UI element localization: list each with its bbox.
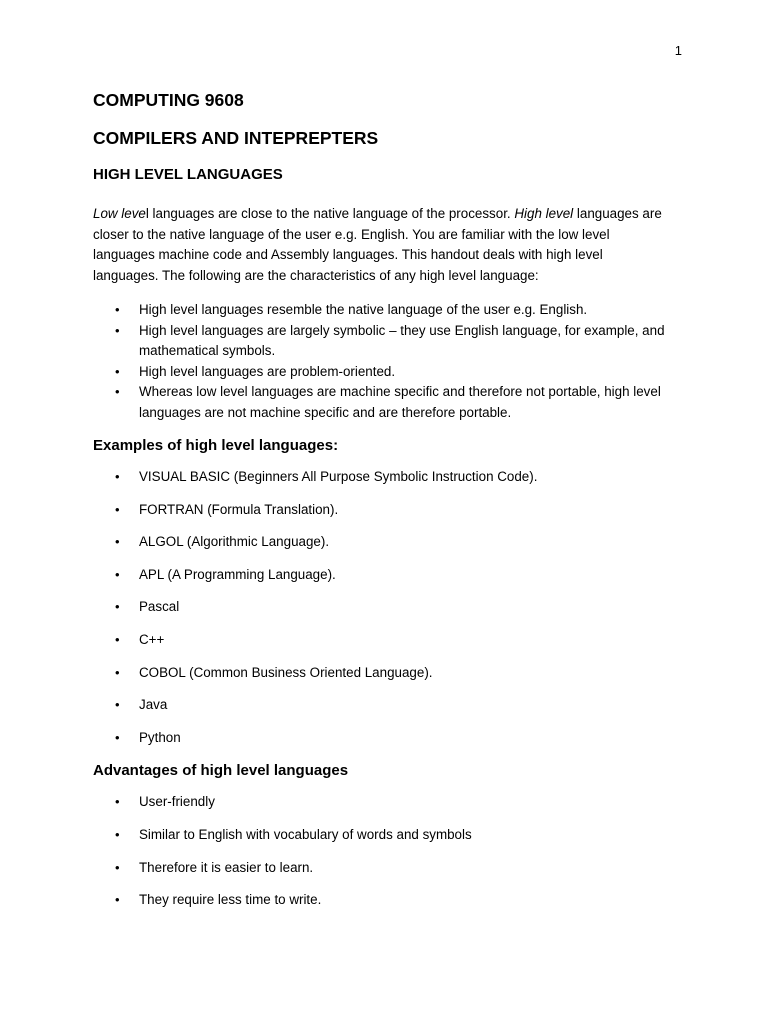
bullet-icon: • [115, 826, 120, 842]
list-item-text: Whereas low level languages are machine specific and therefore not portable, high level languages are not machine specific and are therefore portable. [139, 384, 661, 420]
list-item [93, 695, 673, 715]
list-item-text: Pascal [139, 599, 180, 615]
bullet-icon: • [115, 892, 120, 908]
low-level-emphasis: Low leve [93, 206, 146, 221]
list-item-text: VISUAL BASIC (Beginners All Purpose Symbolic Instruction Code). [139, 469, 538, 484]
list-item [93, 532, 673, 552]
bullet-icon: • [115, 302, 120, 317]
list-item [93, 565, 673, 585]
list-item-text: FORTRAN (Formula Translation). [139, 501, 339, 517]
bullet-icon: • [115, 794, 120, 810]
topic-title: COMPILERS AND INTEPREPTERS [93, 128, 379, 148]
characteristics-list [93, 300, 668, 423]
bullet-icon: • [115, 566, 120, 582]
document-body [93, 88, 673, 923]
list-item-text: C++ [139, 631, 165, 647]
list-item [93, 300, 668, 321]
bullet-icon: • [115, 469, 120, 484]
list-item [93, 382, 668, 423]
list-item [93, 597, 673, 617]
high-level-emphasis: High level [514, 206, 574, 221]
intro-paragraph [93, 204, 668, 286]
list-item-text: Therefore it is easier to learn. [139, 859, 314, 875]
bullet-icon: • [115, 859, 120, 875]
list-item [93, 728, 673, 748]
page-number: 1 [674, 43, 682, 58]
section-title: HIGH LEVEL LANGUAGES [93, 166, 283, 183]
bullet-icon: • [115, 363, 120, 379]
bullet-icon: • [115, 322, 120, 338]
list-item-text: High level languages are problem-oriented. [139, 363, 396, 379]
list-item [93, 792, 673, 812]
list-item-text: High level languages resemble the native language of the user e.g. English. [139, 302, 588, 317]
bullet-icon: • [115, 534, 120, 550]
examples-heading: Examples of high level languages: [93, 437, 339, 454]
list-item-text: User-friendly [139, 794, 215, 810]
bullet-icon: • [115, 631, 120, 647]
list-item-text: Similar to English with vocabulary of words and symbols [139, 826, 472, 842]
bullet-icon: • [115, 729, 120, 745]
list-item-text: High level languages are largely symbolic – they use English language, for example, and mathematical symbols. [139, 322, 665, 358]
examples-list [93, 467, 673, 748]
list-item [93, 321, 668, 362]
bullet-icon: • [115, 664, 120, 680]
bullet-icon: • [115, 599, 120, 615]
list-item [93, 467, 673, 487]
list-item-text: ALGOL (Algorithmic Language). [139, 534, 330, 550]
intro-text-1: l languages are close to the native language of the processor. [145, 206, 515, 221]
bullet-icon: • [115, 697, 120, 713]
bullet-icon: • [115, 384, 120, 399]
advantages-list [93, 792, 673, 910]
list-item-text: They require less time to write. [139, 892, 322, 908]
list-item [93, 890, 673, 910]
list-item-text: APL (A Programming Language). [139, 566, 336, 582]
list-item-text: Java [139, 697, 168, 713]
list-item [93, 858, 673, 878]
list-item-text: Python [139, 729, 181, 745]
list-item [93, 362, 668, 383]
list-item [93, 825, 673, 845]
bullet-icon: • [115, 501, 120, 517]
list-item [93, 663, 673, 683]
list-item [93, 630, 673, 650]
list-item-text: COBOL (Common Business Oriented Language). [139, 664, 433, 680]
course-title: COMPUTING 9608 [93, 90, 244, 110]
advantages-heading: Advantages of high level languages [93, 762, 349, 780]
list-item [93, 500, 673, 520]
intro-text-2: languages are closer to the native language of the user e.g. English. You are familiar with the low level languages machine code and Assembly languages. This handout deals with high level languages. The following are the characteristics of any high level language: [93, 206, 662, 283]
